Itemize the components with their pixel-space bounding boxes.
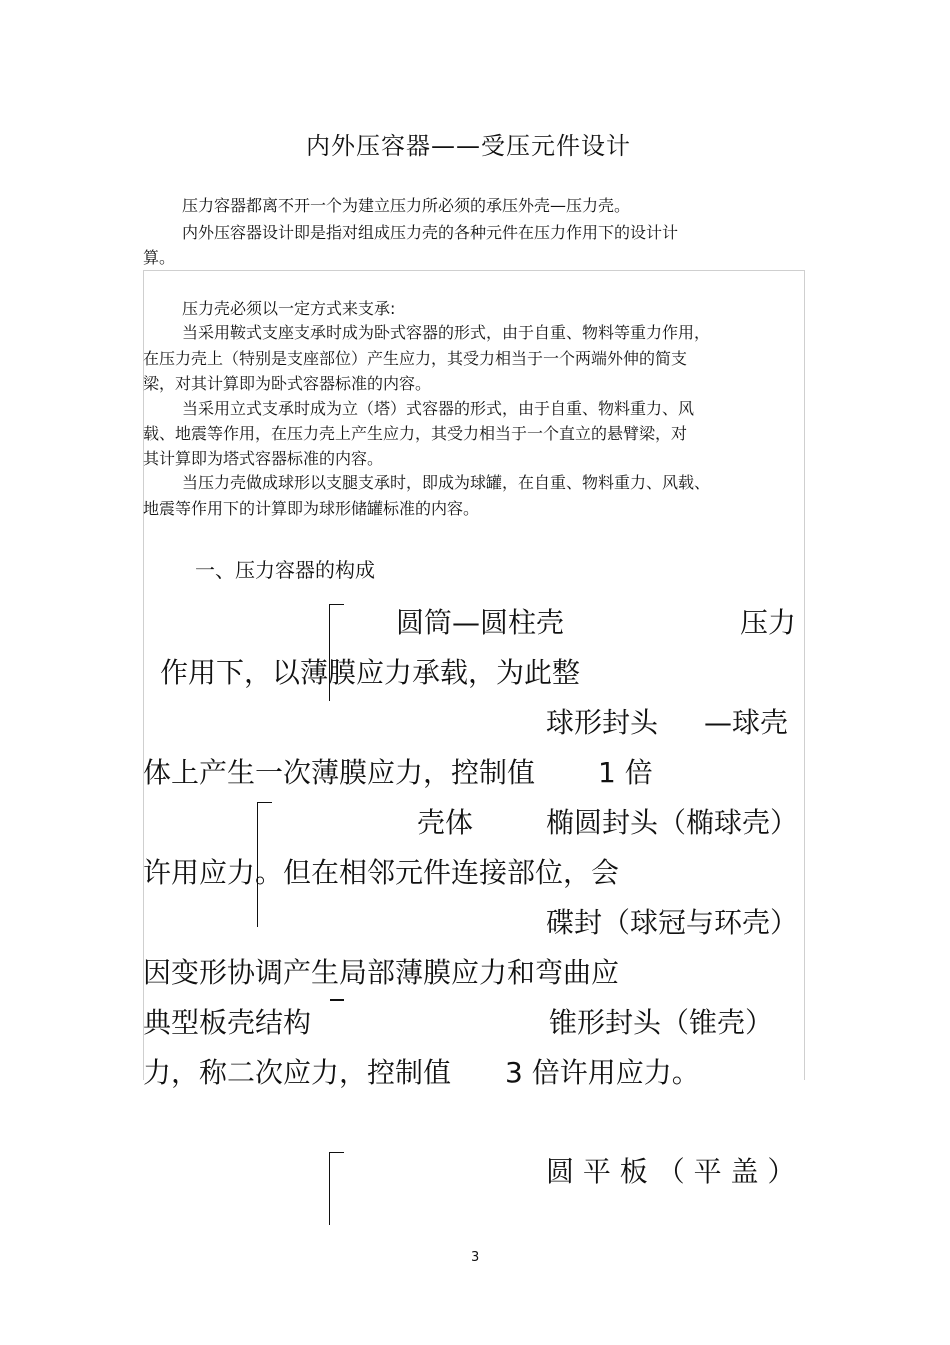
support-line-3: 在压力壳上（特别是支座部位）产生应力，其受力相当于一个两端外伸的简支 [143, 349, 688, 368]
support-line-8: 当压力壳做成球形以支腿支承时，即成为球罐，在自重、物料重力、风载、 [182, 473, 711, 492]
bracket-3 [329, 1152, 344, 1225]
support-line-4: 梁，对其计算即为卧式容器标准的内容。 [143, 374, 432, 393]
body-line-3: 许用应力。但在相邻元件连接部位，会 [143, 856, 620, 889]
support-line-9: 地震等作用下的计算即为球形储罐标准的内容。 [143, 499, 480, 518]
intro-line-2: 内外压容器设计即是指对组成压力壳的各种元件在压力作用下的设计计 [182, 223, 679, 242]
body-line-4: 因变形协调产生局部薄膜应力和弯曲应 [143, 956, 620, 989]
typical-structure-label: 典型板壳结构 [143, 1006, 312, 1039]
pressure-label: 压力 [740, 606, 797, 639]
bracket-tick [330, 999, 344, 1001]
conical-head-label: 锥形封头（锥壳） [549, 1006, 774, 1039]
flat-plate-label: 圆 平 板 （ 平 盖 ） [546, 1155, 796, 1188]
body-line-1: 作用下，以薄膜应力承载，为此整 [160, 656, 581, 689]
spherical-shell-label: —球壳 [704, 706, 789, 739]
dished-head-label: 碟封（球冠与环壳） [546, 906, 799, 939]
cylinder-label: 圆筒—圆柱壳 [396, 606, 565, 639]
support-line-6: 载、地震等作用，在压力壳上产生应力，其受力相当于一个直立的悬臂梁，对 [143, 424, 688, 443]
spherical-head-label: 球形封头 [546, 706, 659, 739]
shell-label: 壳体 [417, 806, 474, 839]
support-line-1: 压力壳必须以一定方式来支承: [182, 299, 396, 318]
page-title: 内外压容器——受压元件设计 [306, 132, 631, 160]
times-3-label: 3 倍许用应力。 [505, 1056, 700, 1089]
body-line-2: 体上产生一次薄膜应力，控制值 [143, 756, 536, 789]
section-heading: 一、压力容器的构成 [195, 558, 375, 582]
frame-right-line [804, 270, 805, 1080]
frame-top-line [143, 270, 805, 271]
page-number: 3 [471, 1250, 480, 1265]
times-1-label: 1 倍 [598, 756, 653, 789]
support-line-7: 其计算即为塔式容器标准的内容。 [143, 449, 384, 468]
ellipsoidal-head-label: 椭圆封头（椭球壳） [546, 806, 799, 839]
support-line-2: 当采用鞍式支座支承时成为卧式容器的形式，由于自重、物料等重力作用， [182, 323, 711, 342]
intro-line-1: 压力容器都离不开一个为建立压力所必须的承压外壳—压力壳。 [182, 196, 631, 215]
body-line-5: 力，称二次应力，控制值 [143, 1056, 452, 1089]
support-line-5: 当采用立式支承时成为立（塔）式容器的形式，由于自重、物料重力、风 [182, 399, 695, 418]
intro-line-3: 算。 [143, 248, 176, 267]
